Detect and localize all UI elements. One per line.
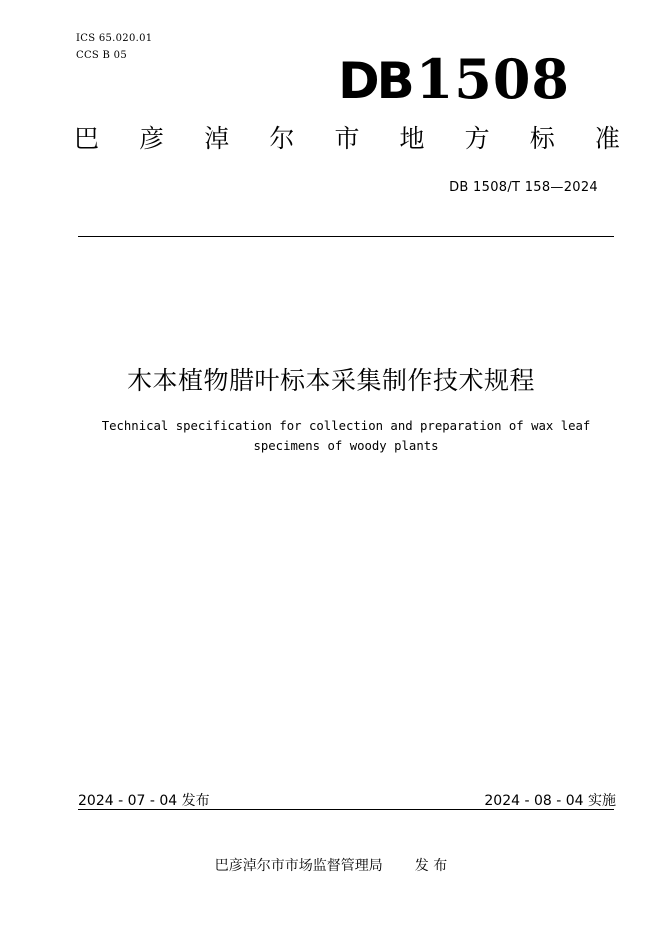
title-chinese: 木本植物腊叶标本采集制作技术规程: [126, 366, 535, 395]
db-logo-prefix: DB: [338, 52, 412, 110]
title-english-line: Technical specification for collection and preparation of wax leaf: [101, 419, 591, 433]
footer-divider: [78, 809, 614, 810]
publisher: [0, 855, 662, 875]
issuing-authority-title: [74, 126, 620, 151]
ics-code: ICS 65.020.01: [76, 33, 153, 44]
publisher-action: 发 布: [414, 858, 448, 874]
authority-char: 尔: [269, 124, 295, 153]
authority-char: 巴: [74, 124, 100, 153]
publisher-name: 巴彦淖尔市市场监督管理局: [214, 858, 383, 874]
issue-date: 2024 - 07 - 04 发布: [78, 793, 210, 809]
authority-char: 市: [334, 124, 360, 153]
implementation-date: 2024 - 08 - 04 实施: [484, 793, 616, 809]
standard-number: DB 1508/T 158—2024: [449, 180, 598, 195]
authority-char: 标: [529, 124, 555, 153]
db-logo: [338, 47, 570, 111]
authority-char: 彦: [139, 124, 165, 153]
authority-char: 方: [464, 124, 490, 153]
title-english: [76, 416, 616, 456]
authority-char: 淖: [204, 124, 230, 153]
header-divider: [78, 236, 614, 237]
authority-char: 准: [594, 124, 620, 153]
authority-char: 地: [399, 124, 425, 153]
title-english-line: specimens of woody plants: [253, 439, 439, 453]
ccs-code: CCS B 05: [76, 50, 127, 61]
db-logo-code: 1508: [415, 47, 570, 111]
